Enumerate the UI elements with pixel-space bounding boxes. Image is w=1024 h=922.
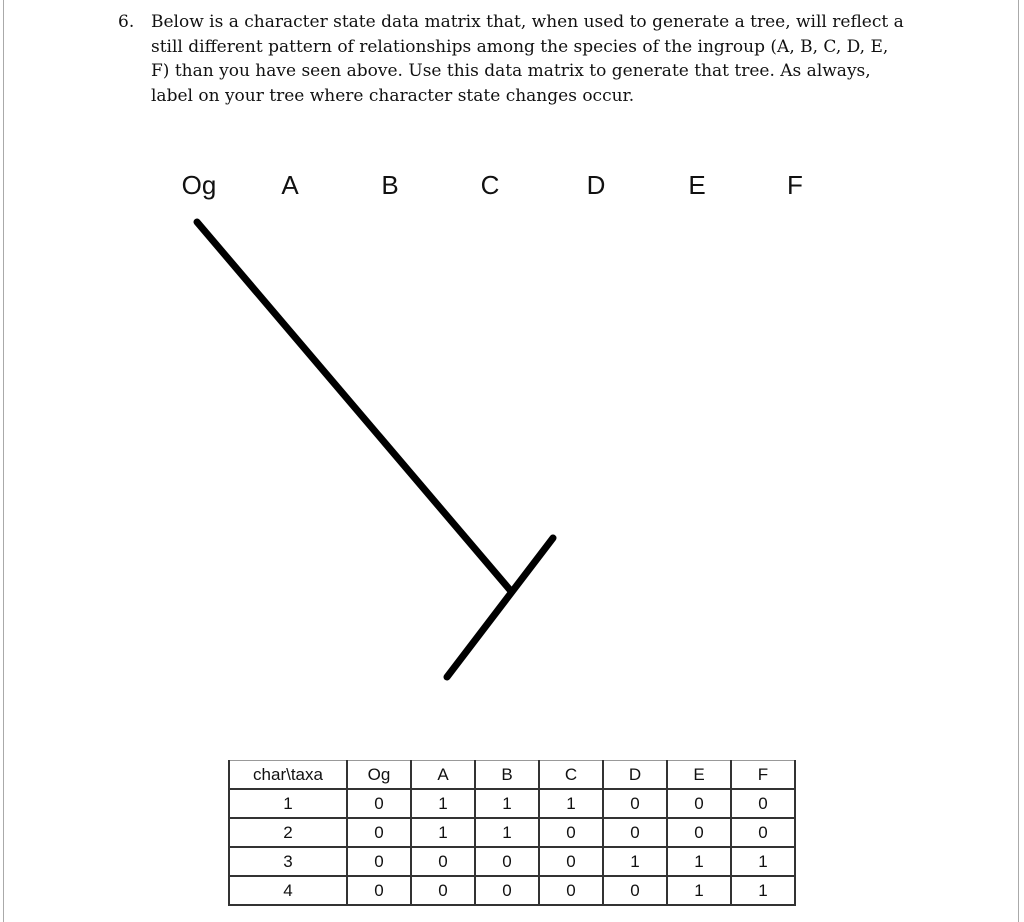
table-cell: 1: [731, 876, 795, 905]
question-number: 6.: [118, 12, 135, 32]
table-cell: 0: [347, 876, 411, 905]
table-cell: 1: [475, 818, 539, 847]
table-cell: 3: [229, 847, 347, 876]
taxon-label-a: A: [281, 170, 299, 200]
question-text: Below is a character state data matrix that, when used to generate a tree, will reflect a still different pattern of relationships among the species of the ingroup (A, B, C, D, E, F) than you have seen above. Use this data matrix to generate that tree. As always, label on your tree where character state changes occur.: [151, 12, 904, 106]
table-cell: 1: [411, 789, 475, 818]
table-cell: 0: [347, 847, 411, 876]
table-cell: 1: [229, 789, 347, 818]
table-cell: 1: [603, 847, 667, 876]
table-cell: 0: [603, 789, 667, 818]
column-header: A: [411, 761, 475, 790]
taxon-label-b: B: [381, 170, 399, 200]
column-header: B: [475, 761, 539, 790]
table-cell: 0: [667, 818, 731, 847]
character-matrix-table: [228, 760, 796, 906]
table-cell: 1: [411, 818, 475, 847]
table-cell: 1: [667, 876, 731, 905]
table-cell: 4: [229, 876, 347, 905]
table-cell: 0: [411, 876, 475, 905]
table-cell: 0: [347, 789, 411, 818]
table-cell: 1: [475, 789, 539, 818]
table-cell: 0: [667, 789, 731, 818]
table-cell: 1: [667, 847, 731, 876]
table-row: [229, 789, 795, 818]
taxon-label-f: F: [787, 170, 803, 200]
column-header: F: [731, 761, 795, 790]
table-cell: 0: [603, 876, 667, 905]
table-row: [229, 876, 795, 905]
table-cell: 0: [731, 789, 795, 818]
column-header: E: [667, 761, 731, 790]
table-row: [229, 847, 795, 876]
tree-branch-outgroup: [197, 222, 510, 590]
table-cell: 0: [475, 876, 539, 905]
table-cell: 0: [539, 876, 603, 905]
table-cell: 0: [411, 847, 475, 876]
table-cell: 0: [603, 818, 667, 847]
table-cell: 0: [731, 818, 795, 847]
column-header: Og: [347, 761, 411, 790]
taxon-label-c: C: [480, 170, 500, 200]
tree-branch-root: [447, 538, 553, 677]
table-cell: 2: [229, 818, 347, 847]
table-cell: 1: [539, 789, 603, 818]
table-cell: 1: [731, 847, 795, 876]
taxon-label-d: D: [586, 170, 606, 200]
table-header-row: [229, 761, 795, 790]
taxon-label-og: Og: [181, 170, 217, 200]
table-cell: 0: [475, 847, 539, 876]
table-cell: 0: [539, 818, 603, 847]
table-cell: 0: [539, 847, 603, 876]
column-header: C: [539, 761, 603, 790]
column-header: char\taxa: [229, 761, 347, 790]
table-cell: 0: [347, 818, 411, 847]
column-header: D: [603, 761, 667, 790]
table-row: [229, 818, 795, 847]
taxon-label-e: E: [688, 170, 706, 200]
